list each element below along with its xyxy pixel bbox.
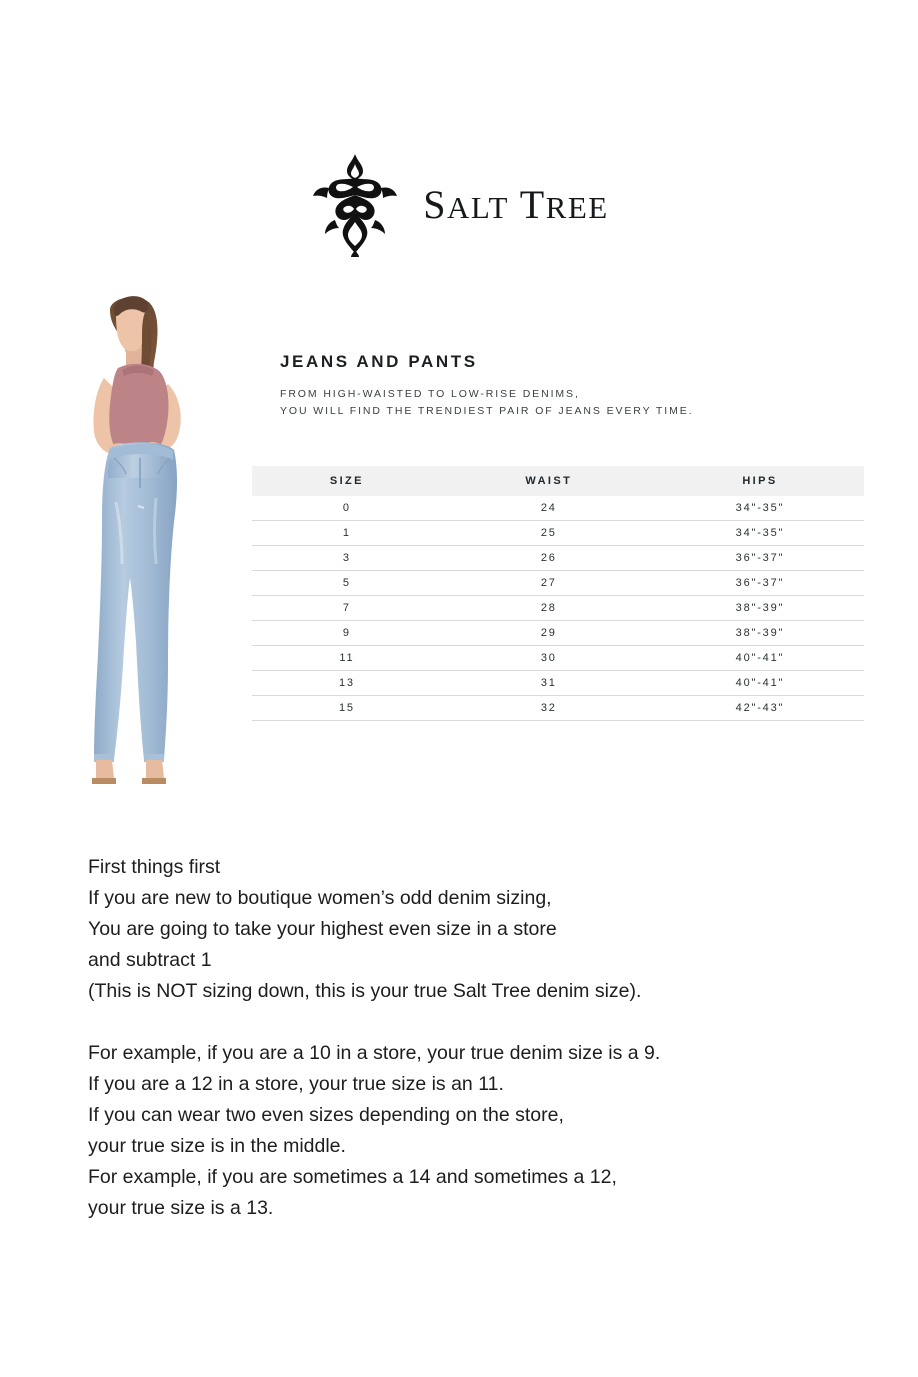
brand-name-text: SALT TREE xyxy=(423,181,609,227)
cell-waist: 27 xyxy=(442,571,656,596)
column-header-hips: HIPS xyxy=(656,466,864,496)
cell-size: 5 xyxy=(252,571,442,596)
table-row xyxy=(252,621,864,646)
cell-hips: 36"-37" xyxy=(656,571,864,596)
cell-waist: 31 xyxy=(442,671,656,696)
note-line: If you can wear two even sizes depending on the store, xyxy=(88,1104,564,1126)
note-line: (This is NOT sizing down, this is your true Salt Tree denim size). xyxy=(88,980,642,1002)
cell-waist: 26 xyxy=(442,546,656,571)
ornamental-damask-logo-icon xyxy=(309,150,401,258)
table-row xyxy=(252,596,864,621)
cell-hips: 34"-35" xyxy=(656,496,864,521)
note-line: If you are new to boutique women’s odd denim sizing, xyxy=(88,887,552,909)
note-line: For example, if you are a 10 in a store, your true denim size is a 9. xyxy=(88,1042,661,1064)
table-body xyxy=(252,496,864,721)
table-row xyxy=(252,521,864,546)
section-heading xyxy=(280,352,880,421)
cell-size: 0 xyxy=(252,496,442,521)
table-row xyxy=(252,671,864,696)
brand-header xyxy=(0,150,918,258)
cell-size: 3 xyxy=(252,546,442,571)
cell-size: 9 xyxy=(252,621,442,646)
section-subtitle-line1: FROM HIGH-WAISTED TO LOW-RISE DENIMS, xyxy=(280,388,580,400)
brand-name xyxy=(423,181,608,228)
cell-hips: 42"-43" xyxy=(656,696,864,721)
cell-waist: 30 xyxy=(442,646,656,671)
table-header xyxy=(252,466,864,496)
cell-size: 7 xyxy=(252,596,442,621)
cell-hips: 38"-39" xyxy=(656,596,864,621)
cell-waist: 28 xyxy=(442,596,656,621)
cell-size: 1 xyxy=(252,521,442,546)
sizing-notes xyxy=(88,852,858,1224)
cell-waist: 29 xyxy=(442,621,656,646)
table-row xyxy=(252,571,864,596)
cell-hips: 36"-37" xyxy=(656,546,864,571)
table-row xyxy=(252,696,864,721)
paragraph-spacer xyxy=(88,1007,858,1038)
table-header-row xyxy=(252,466,864,496)
note-line: your true size is a 13. xyxy=(88,1197,274,1219)
cell-waist: 24 xyxy=(442,496,656,521)
column-header-waist: WAIST xyxy=(442,466,656,496)
cell-waist: 32 xyxy=(442,696,656,721)
table-row xyxy=(252,646,864,671)
cell-size: 13 xyxy=(252,671,442,696)
section-subtitle-line2: YOU WILL FIND THE TRENDIEST PAIR OF JEANS EVERY TIME. xyxy=(280,405,694,418)
cell-waist: 25 xyxy=(442,521,656,546)
model-photo xyxy=(52,292,240,802)
size-chart-table xyxy=(252,466,864,721)
cell-size: 15 xyxy=(252,696,442,721)
note-line: You are going to take your highest even size in a store xyxy=(88,918,557,940)
note-line: First things first xyxy=(88,856,221,878)
column-header-size: SIZE xyxy=(252,466,442,496)
section-title: JEANS AND PANTS xyxy=(280,352,478,371)
cell-hips: 40"-41" xyxy=(656,671,864,696)
note-line: your true size is in the middle. xyxy=(88,1135,346,1157)
cell-hips: 38"-39" xyxy=(656,621,864,646)
table-row xyxy=(252,546,864,571)
note-line: If you are a 12 in a store, your true size is an 11. xyxy=(88,1073,504,1095)
note-line: For example, if you are sometimes a 14 and sometimes a 12, xyxy=(88,1166,617,1188)
note-line: and subtract 1 xyxy=(88,949,212,971)
table-row xyxy=(252,496,864,521)
cell-hips: 40"-41" xyxy=(656,646,864,671)
cell-hips: 34"-35" xyxy=(656,521,864,546)
cell-size: 11 xyxy=(252,646,442,671)
